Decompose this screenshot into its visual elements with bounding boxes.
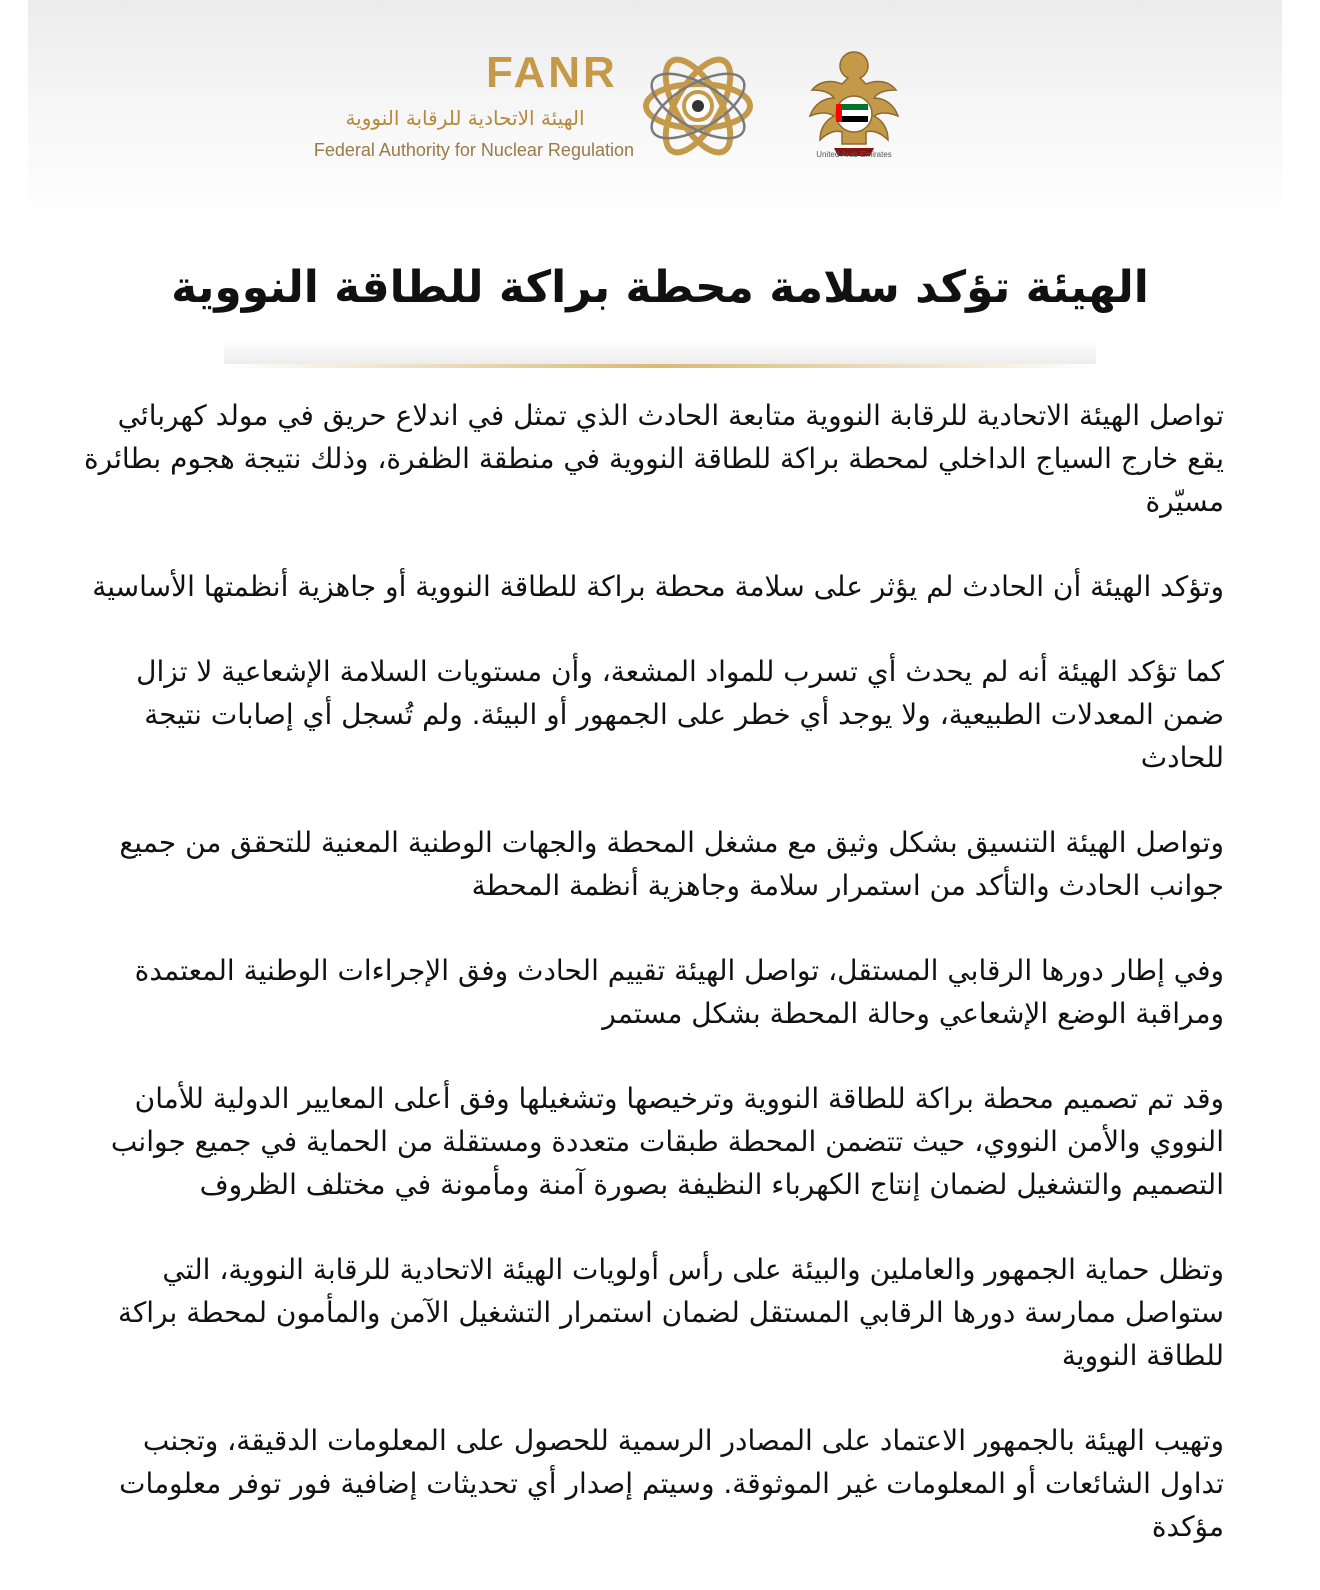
paragraph: وتظل حماية الجمهور والعاملين والبيئة على رأس أولويات الهيئة الاتحادية للرقابة النووية، التي ستواصل ممارسة دورها الرقابي المستقل لضمان استمرار التشغيل الآمن والمأمون لمحطة براكة للطاقة النووية <box>117 1253 1224 1372</box>
title-divider <box>224 364 1096 368</box>
paragraph: تواصل الهيئة الاتحادية للرقابة النووية متابعة الحادث الذي تمثل في اندلاع حريق في مولد كهربائي يقع خارج السياج الداخلي لمحطة براكة للطاقة النووية في منطقة الظفرة، وذلك نتيجة هجوم بطائرة مسيّرة <box>84 399 1224 518</box>
fanr-acronym: FANR <box>486 48 618 97</box>
fanr-name-english: Federal Authority for Nuclear Regulation <box>313 140 634 160</box>
paragraph: وتواصل الهيئة التنسيق بشكل وثيق مع مشغل المحطة والجهات الوطنية المعنية للتحقق من جميع جوانب الحادث والتأكد من استمرار سلامة وجاهزية أنظمة المحطة <box>119 826 1224 902</box>
atom-icon <box>638 46 758 166</box>
paragraph: وفي إطار دورها الرقابي المستقل، تواصل الهيئة تقييم الحادث وفق الإجراءات الوطنية المعتمدة ومراقبة الوضع الإشعاعي وحالة المحطة بشكل مستمر <box>134 954 1224 1030</box>
title-shadow <box>224 340 1096 364</box>
paragraph: وقد تم تصميم محطة براكة للطاقة النووية وترخيصها وتشغيلها وفق أعلى المعايير الدولية للأمان النووي والأمن النووي، حيث تتضمن المحطة طبقات متعددة ومستقلة من الحماية في جميع جوانب التصميم والتشغيل لضمان إنتاج الكهرباء النظيفة بصورة آمنة ومأمونة في مختلف الظروف <box>110 1082 1224 1201</box>
page-title: الهيئة تؤكد سلامة محطة براكة للطاقة النووية <box>171 262 1149 313</box>
uae-emblem-caption: United Arab Emirates <box>816 150 892 159</box>
fanr-logo <box>296 40 766 180</box>
article-body <box>84 394 1224 1590</box>
paragraph: وتؤكد الهيئة أن الحادث لم يؤثر على سلامة محطة براكة للطاقة النووية أو جاهزية أنظمتها الأساسية <box>92 570 1224 603</box>
paragraph: وتهيب الهيئة بالجمهور الاعتماد على المصادر الرسمية للحصول على المعلومات الدقيقة، وتجنب تداول الشائعات أو المعلومات غير الموثوقة. وسيتم إصدار أي تحديثات إضافية فور توفر معلومات مؤكدة <box>119 1424 1224 1543</box>
fanr-name-arabic: الهيئة الاتحادية للرقابة النووية <box>345 106 585 130</box>
paragraph: كما تؤكد الهيئة أنه لم يحدث أي تسرب للمواد المشعة، وأن مستويات السلامة الإشعاعية لا تزال ضمن المعدلات الطبيعية، ولا يوجد أي خطر على الجمهور أو البيئة. ولم تُسجل أي إصابات نتيجة للحادث <box>136 655 1224 774</box>
